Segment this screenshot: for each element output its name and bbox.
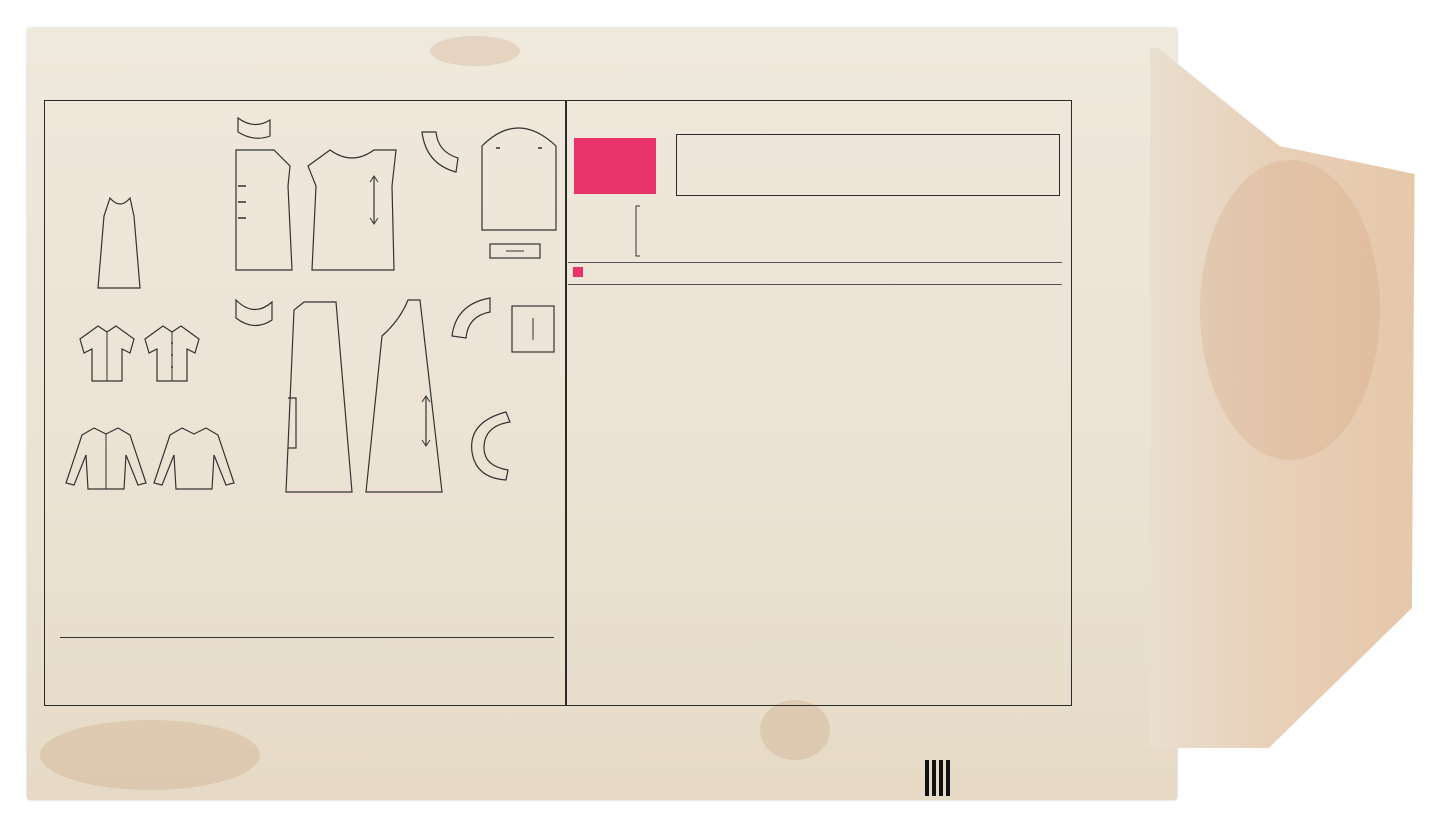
view-b-blouse-sketch: [78, 323, 136, 385]
new-sizing-badge: [574, 138, 656, 194]
row-divider: [568, 284, 1062, 285]
piece-4-sketch: [236, 114, 272, 140]
stain: [40, 720, 260, 790]
barcode-marks: [925, 760, 953, 801]
measure-brace: [633, 205, 641, 257]
piece-11-sketch: [234, 296, 274, 330]
stain: [760, 700, 830, 760]
piece-6-sketch: [488, 242, 542, 260]
row-divider: [568, 262, 1062, 263]
view-a-blouse-sketch: [152, 425, 236, 493]
stain: [1200, 160, 1380, 460]
front-b-blouse-sketch: [143, 323, 201, 385]
piece-10-sketch: [450, 296, 492, 340]
piece-12-sketch: [466, 408, 516, 484]
view-ab-tunic-sketch: [90, 196, 150, 294]
description-divider: [60, 637, 554, 638]
piece-9-sketch: [282, 298, 358, 496]
fabric-notes-box: [676, 134, 1060, 196]
piece-2-sketch: [232, 146, 294, 272]
stain: [430, 36, 520, 66]
piece-5-sketch: [478, 118, 560, 234]
panel-divider: [565, 100, 567, 706]
fabric-required-marker: [573, 267, 583, 277]
piece-1-sketch: [304, 146, 400, 274]
piece-3-sketch: [420, 130, 460, 174]
front-a-blouse-sketch: [64, 425, 148, 493]
piece-8-sketch: [510, 304, 556, 354]
piece-7-sketch: [362, 296, 448, 496]
